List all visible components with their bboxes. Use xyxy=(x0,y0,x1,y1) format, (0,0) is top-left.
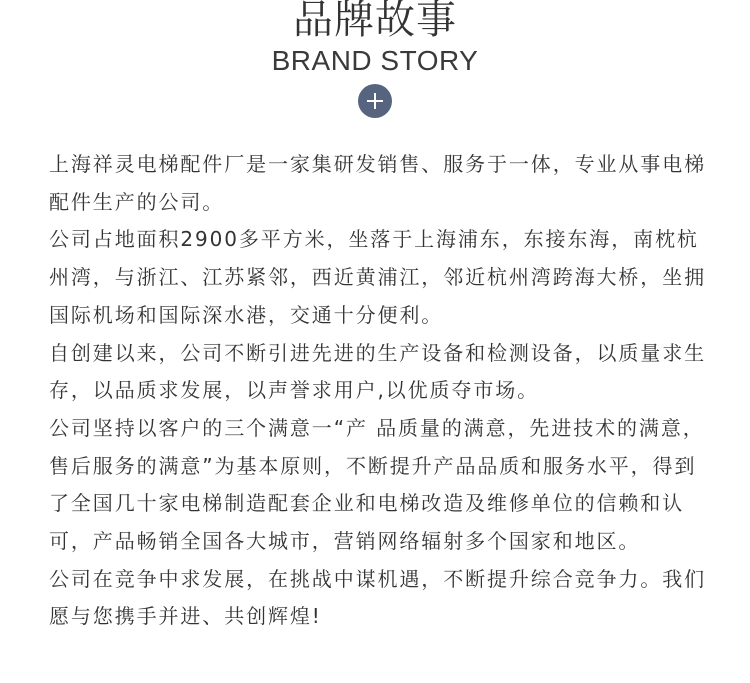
page-title: 品牌故事 xyxy=(293,0,457,43)
section-header xyxy=(0,0,750,140)
paragraph-intro: 上海祥灵电梯配件厂是一家集研发销售、服务于一体，专业从事电梯配件生产的公司。 xyxy=(49,152,706,214)
paragraph-development: 自创建以来，公司不断引进先进的生产设备和检测设备，以质量求生存，以品质求发展，以声誉求用户,以优质夺市场。 xyxy=(49,340,706,403)
paragraph-location: 公司占地面积2900多平方米，坐落于上海浦东，东接东海，南枕杭州湾，与浙江、江苏紧邻，西近黄浦江，邻近杭州湾跨海大桥，坐拥国际机场和国际深水港，交通十分便利。 xyxy=(49,227,706,327)
page-subtitle: BRAND STORY xyxy=(271,45,479,76)
paragraph-principles: 公司坚持以客户的三个满意一“产 品质量的满意，先进技术的满意，售后服务的满意”为基本原则，不断提升产品品质和服务水平，得到了全国几十家电梯制造配套企业和电梯改造及维修单位的信赖和认可，产品畅销全国各大城市，营销网络辐射多个国家和地区。 xyxy=(49,415,705,554)
paragraph-closing: 公司在竞争中求发展，在挑战中谋机遇，不断提升综合竞争力。我们愿与您携手并进、共创辉煌! xyxy=(49,566,706,629)
expand-button[interactable] xyxy=(358,84,392,118)
brand-story-body xyxy=(49,146,709,636)
plus-icon xyxy=(366,92,384,110)
